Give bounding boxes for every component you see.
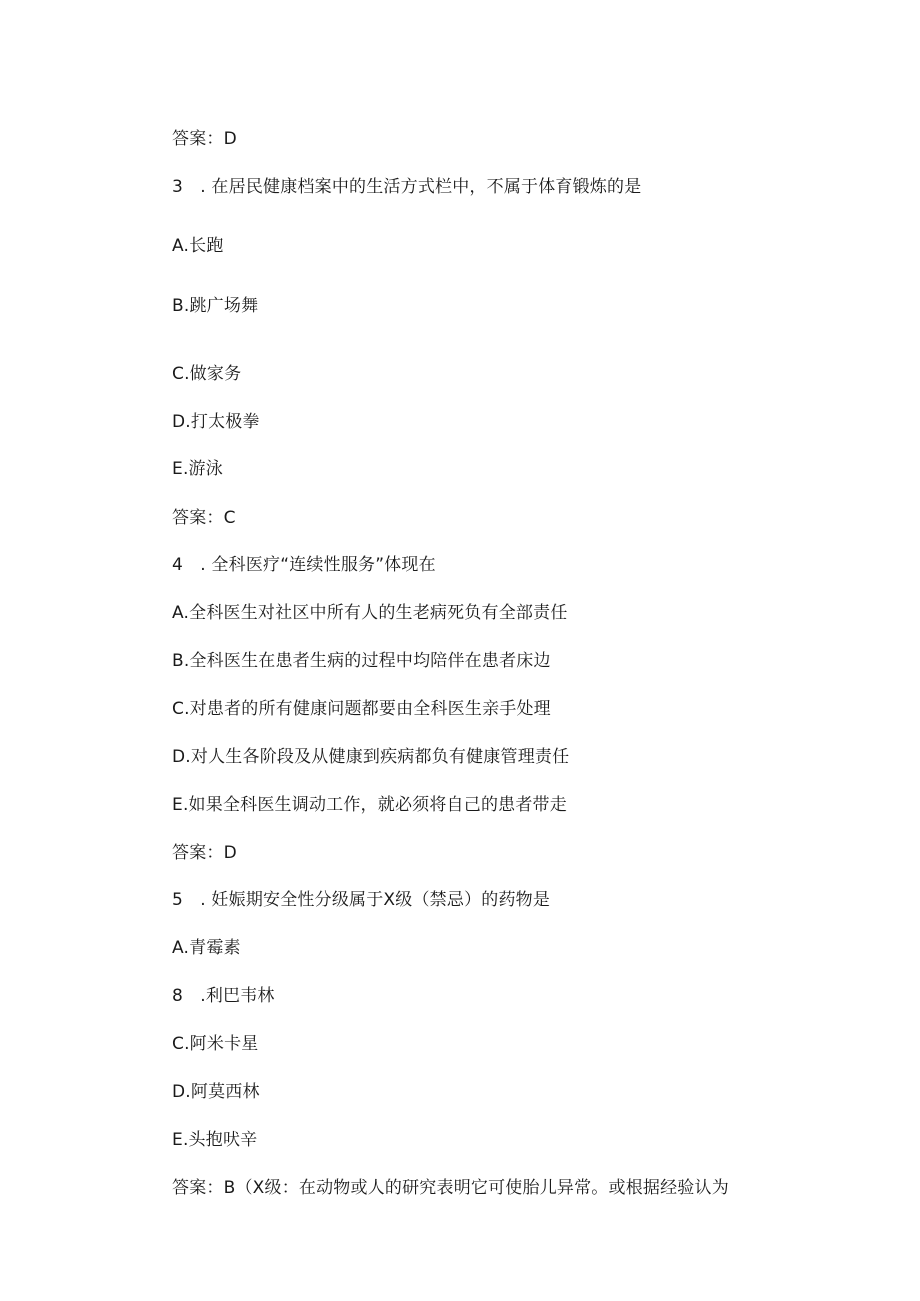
q4-option-d: D.对人生各阶段及从健康到疾病都负有健康管理责任	[172, 747, 570, 767]
q4-option-a: A.全科医生对社区中所有人的生老病死负有全部责任	[172, 603, 568, 623]
q3-option-b: B.跳广场舞	[172, 296, 259, 316]
q4-option-c: C.对患者的所有健康问题都要由全科医生亲手处理	[172, 699, 551, 719]
answer-q2: 答案：D	[172, 129, 237, 149]
question-3: 3 . 在居民健康档案中的生活方式栏中，不属于体育锻炼的是	[172, 177, 642, 197]
q3-option-c: C.做家务	[172, 364, 242, 384]
q3-option-a: A.长跑	[172, 236, 224, 256]
q5-option-b: 8 .利巴韦林	[172, 986, 275, 1006]
answer-q5: 答案：B（X级：在动物或人的研究表明它可使胎儿异常。或根据经验认为	[172, 1178, 729, 1198]
q5-option-a: A.青霉素	[172, 938, 241, 958]
q5-option-d: D.阿莫西林	[172, 1082, 260, 1102]
q3-option-d: D.打太极拳	[172, 412, 260, 432]
q3-option-e: E.游泳	[172, 459, 223, 479]
question-4: 4 . 全科医疗“连续性服务”体现在	[172, 555, 436, 575]
q5-option-e: E.头抱吠辛	[172, 1130, 258, 1150]
question-5: 5 . 妊娠期安全性分级属于X级（禁忌）的药物是	[172, 890, 551, 910]
q4-option-b: B.全科医生在患者生病的过程中均陪伴在患者床边	[172, 651, 551, 671]
answer-q3: 答案：C	[172, 508, 236, 528]
q4-option-e: E.如果全科医生调动工作，就必须将自己的患者带走	[172, 795, 567, 815]
answer-q4: 答案：D	[172, 843, 237, 863]
q5-option-c: C.阿米卡星	[172, 1034, 259, 1054]
